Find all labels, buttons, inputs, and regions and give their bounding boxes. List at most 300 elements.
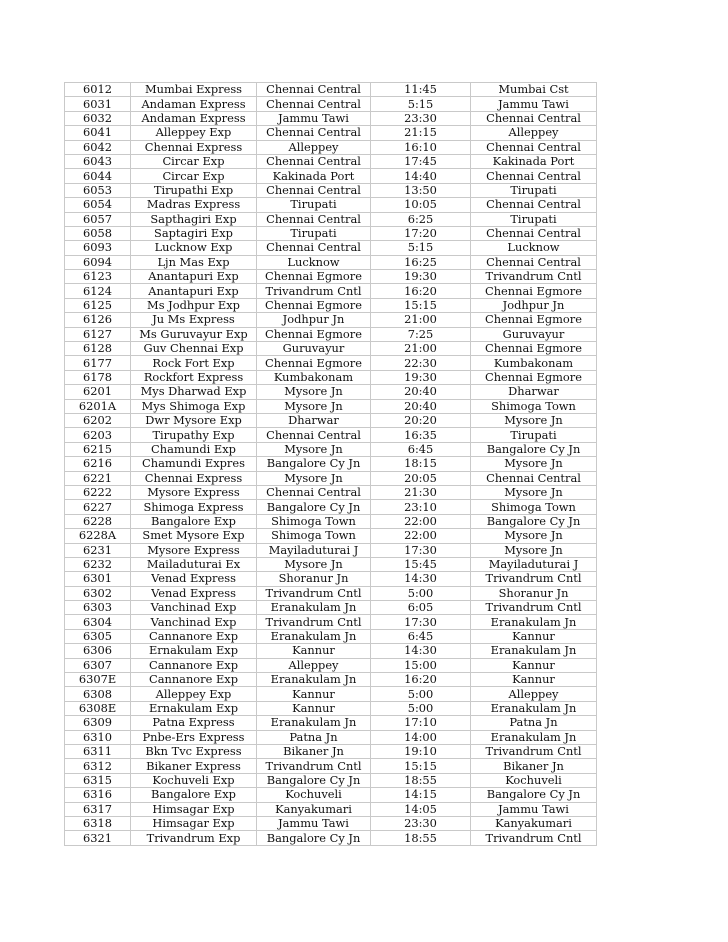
train-name: Tirupathi Exp [131,183,257,197]
destination-station: Tirupati [471,183,597,197]
train-number: 6127 [65,327,131,341]
destination-station: Tirupati [471,212,597,226]
train-name: Tirupathy Exp [131,428,257,442]
source-station: Eranakulam Jn [257,673,371,687]
departure-time: 21:30 [371,485,471,499]
table-row [65,198,597,212]
destination-station: Chennai Central [471,169,597,183]
table-row [65,413,597,427]
source-station: Trivandrum Cntl [257,759,371,773]
table-row [65,342,597,356]
train-number: 6044 [65,169,131,183]
departure-time: 16:20 [371,284,471,298]
train-name: Guv Chennai Exp [131,342,257,356]
table-row [65,255,597,269]
train-name: Chamundi Exp [131,442,257,456]
departure-time: 5:00 [371,687,471,701]
source-station: Tirupati [257,226,371,240]
table-row [65,183,597,197]
train-name: Alleppey Exp [131,126,257,140]
source-station: Chennai Central [257,485,371,499]
train-name: Saptagiri Exp [131,226,257,240]
source-station: Dharwar [257,413,371,427]
train-name: Bangalore Exp [131,788,257,802]
destination-station: Chennai Central [471,198,597,212]
train-name: Andaman Express [131,111,257,125]
destination-station: Bangalore Cy Jn [471,442,597,456]
departure-time: 5:15 [371,97,471,111]
train-number: 6228A [65,529,131,543]
departure-time: 20:40 [371,385,471,399]
table-row [65,730,597,744]
source-station: Kannur [257,644,371,658]
departure-time: 22:00 [371,514,471,528]
train-number: 6306 [65,644,131,658]
departure-time: 5:15 [371,241,471,255]
destination-station: Chennai Egmore [471,342,597,356]
destination-station: Chennai Central [471,111,597,125]
train-number: 6310 [65,730,131,744]
table-row [65,557,597,571]
table-row [65,83,597,97]
source-station: Patna Jn [257,730,371,744]
source-station: Chennai Central [257,83,371,97]
destination-station: Mysore Jn [471,413,597,427]
train-name: Venad Express [131,572,257,586]
destination-station: Mysore Jn [471,457,597,471]
source-station: Mysore Jn [257,471,371,485]
table-row [65,356,597,370]
train-number: 6126 [65,313,131,327]
departure-time: 17:45 [371,154,471,168]
source-station: Bangalore Cy Jn [257,831,371,845]
table-row [65,831,597,845]
table-row [65,529,597,543]
departure-time: 17:20 [371,226,471,240]
train-number: 6307E [65,673,131,687]
train-number: 6216 [65,457,131,471]
train-number: 6057 [65,212,131,226]
destination-station: Shimoga Town [471,500,597,514]
departure-time: 13:50 [371,183,471,197]
train-number: 6094 [65,255,131,269]
train-name: Cannanore Exp [131,658,257,672]
train-number: 6302 [65,586,131,600]
departure-time: 15:00 [371,658,471,672]
train-name: Sapthagiri Exp [131,212,257,226]
train-timetable [64,82,597,846]
departure-time: 5:00 [371,701,471,715]
destination-station: Jammu Tawi [471,97,597,111]
destination-station: Kannur [471,629,597,643]
train-number: 6318 [65,816,131,830]
train-name: Ms Jodhpur Exp [131,298,257,312]
departure-time: 5:00 [371,586,471,600]
train-number: 6221 [65,471,131,485]
destination-station: Trivandrum Cntl [471,601,597,615]
train-name: Ju Ms Express [131,313,257,327]
departure-time: 20:05 [371,471,471,485]
source-station: Mysore Jn [257,399,371,413]
destination-station: Bangalore Cy Jn [471,514,597,528]
departure-time: 7:25 [371,327,471,341]
train-number: 6031 [65,97,131,111]
departure-time: 6:45 [371,442,471,456]
source-station: Trivandrum Cntl [257,615,371,629]
table-row [65,773,597,787]
departure-time: 15:15 [371,759,471,773]
train-name: Vanchinad Exp [131,615,257,629]
table-row [65,744,597,758]
train-number: 6321 [65,831,131,845]
train-number: 6058 [65,226,131,240]
train-number: 6315 [65,773,131,787]
train-number: 6215 [65,442,131,456]
train-number: 6317 [65,802,131,816]
table-row [65,716,597,730]
source-station: Chennai Egmore [257,270,371,284]
source-station: Mysore Jn [257,385,371,399]
table-row [65,428,597,442]
train-number: 6041 [65,126,131,140]
train-number: 6231 [65,543,131,557]
train-name: Mysore Express [131,485,257,499]
table-row [65,802,597,816]
train-number: 6201A [65,399,131,413]
source-station: Jammu Tawi [257,111,371,125]
departure-time: 16:35 [371,428,471,442]
source-station: Trivandrum Cntl [257,586,371,600]
train-name: Ernakulam Exp [131,701,257,715]
table-row [65,658,597,672]
source-station: Jammu Tawi [257,816,371,830]
train-name: Mys Dharwad Exp [131,385,257,399]
train-number: 6203 [65,428,131,442]
train-name: Dwr Mysore Exp [131,413,257,427]
destination-station: Dharwar [471,385,597,399]
destination-station: Mysore Jn [471,485,597,499]
destination-station: Kannur [471,658,597,672]
train-name: Pnbe-Ers Express [131,730,257,744]
departure-time: 17:10 [371,716,471,730]
table-row [65,500,597,514]
destination-station: Chennai Central [471,471,597,485]
train-number: 6202 [65,413,131,427]
source-station: Chennai Central [257,212,371,226]
departure-time: 19:10 [371,744,471,758]
table-row [65,543,597,557]
train-number: 6301 [65,572,131,586]
train-number: 6128 [65,342,131,356]
table-row [65,270,597,284]
destination-station: Shoranur Jn [471,586,597,600]
departure-time: 21:15 [371,126,471,140]
destination-station: Shimoga Town [471,399,597,413]
train-name: Alleppey Exp [131,687,257,701]
train-number: 6124 [65,284,131,298]
train-number: 6232 [65,557,131,571]
table-row [65,471,597,485]
source-station: Kannur [257,687,371,701]
table-row [65,629,597,643]
departure-time: 15:45 [371,557,471,571]
train-name: Vanchinad Exp [131,601,257,615]
destination-station: Chennai Egmore [471,370,597,384]
table-row [65,457,597,471]
destination-station: Kannur [471,673,597,687]
table-row [65,615,597,629]
train-name: Chennai Express [131,471,257,485]
train-number: 6177 [65,356,131,370]
source-station: Kannur [257,701,371,715]
table-row [65,298,597,312]
destination-station: Lucknow [471,241,597,255]
table-row [65,514,597,528]
destination-station: Chennai Egmore [471,284,597,298]
destination-station: Trivandrum Cntl [471,270,597,284]
departure-time: 16:25 [371,255,471,269]
departure-time: 22:00 [371,529,471,543]
source-station: Chennai Central [257,126,371,140]
table-row [65,759,597,773]
source-station: Shimoga Town [257,514,371,528]
train-name: Circar Exp [131,154,257,168]
source-station: Kochuveli [257,788,371,802]
departure-time: 18:55 [371,773,471,787]
departure-time: 10:05 [371,198,471,212]
destination-station: Eranakulam Jn [471,701,597,715]
train-name: Cannanore Exp [131,673,257,687]
train-number: 6305 [65,629,131,643]
departure-time: 6:05 [371,601,471,615]
destination-station: Kochuveli [471,773,597,787]
departure-time: 16:20 [371,673,471,687]
departure-time: 18:15 [371,457,471,471]
train-number: 6227 [65,500,131,514]
departure-time: 23:10 [371,500,471,514]
departure-time: 22:30 [371,356,471,370]
train-name: Bkn Tvc Express [131,744,257,758]
train-number: 6042 [65,140,131,154]
destination-station: Trivandrum Cntl [471,831,597,845]
departure-time: 14:30 [371,644,471,658]
train-name: Smet Mysore Exp [131,529,257,543]
departure-time: 19:30 [371,370,471,384]
source-station: Bangalore Cy Jn [257,773,371,787]
train-name: Trivandrum Exp [131,831,257,845]
destination-station: Patna Jn [471,716,597,730]
source-station: Chennai Central [257,97,371,111]
train-number: 6054 [65,198,131,212]
destination-station: Eranakulam Jn [471,615,597,629]
source-station: Chennai Central [257,241,371,255]
source-station: Alleppey [257,140,371,154]
destination-station: Eranakulam Jn [471,730,597,744]
source-station: Chennai Egmore [257,356,371,370]
train-number: 6311 [65,744,131,758]
source-station: Shoranur Jn [257,572,371,586]
table-row [65,816,597,830]
train-name: Mys Shimoga Exp [131,399,257,413]
destination-station: Kakinada Port [471,154,597,168]
train-name: Himsagar Exp [131,802,257,816]
source-station: Tirupati [257,198,371,212]
destination-station: Alleppey [471,126,597,140]
departure-time: 14:00 [371,730,471,744]
train-number: 6307 [65,658,131,672]
departure-time: 6:25 [371,212,471,226]
departure-time: 17:30 [371,615,471,629]
train-number: 6308 [65,687,131,701]
train-number: 6309 [65,716,131,730]
departure-time: 17:30 [371,543,471,557]
source-station: Chennai Egmore [257,327,371,341]
table-row [65,284,597,298]
train-number: 6303 [65,601,131,615]
train-number: 6308E [65,701,131,715]
train-number: 6201 [65,385,131,399]
destination-station: Chennai Egmore [471,313,597,327]
train-name: Kochuveli Exp [131,773,257,787]
destination-station: Trivandrum Cntl [471,744,597,758]
train-name: Lucknow Exp [131,241,257,255]
train-name: Anantapuri Exp [131,284,257,298]
train-name: Patna Express [131,716,257,730]
train-name: Circar Exp [131,169,257,183]
departure-time: 6:45 [371,629,471,643]
departure-time: 11:45 [371,83,471,97]
train-name: Mysore Express [131,543,257,557]
train-name: Venad Express [131,586,257,600]
train-number: 6228 [65,514,131,528]
destination-station: Chennai Central [471,226,597,240]
train-name: Mailaduturai Ex [131,557,257,571]
destination-station: Mumbai Cst [471,83,597,97]
source-station: Alleppey [257,658,371,672]
departure-time: 18:55 [371,831,471,845]
train-name: Chamundi Expres [131,457,257,471]
table-row [65,399,597,413]
train-name: Anantapuri Exp [131,270,257,284]
table-row [65,126,597,140]
source-station: Bikaner Jn [257,744,371,758]
table-row [65,385,597,399]
train-number: 6304 [65,615,131,629]
destination-station: Kumbakonam [471,356,597,370]
table-row [65,327,597,341]
source-station: Guruvayur [257,342,371,356]
source-station: Chennai Central [257,428,371,442]
destination-station: Bangalore Cy Jn [471,788,597,802]
train-number: 6123 [65,270,131,284]
departure-time: 23:30 [371,816,471,830]
table-row [65,154,597,168]
train-name: Mumbai Express [131,83,257,97]
departure-time: 21:00 [371,313,471,327]
train-name: Bikaner Express [131,759,257,773]
table-row [65,788,597,802]
train-name: Bangalore Exp [131,514,257,528]
destination-station: Mysore Jn [471,529,597,543]
departure-time: 14:05 [371,802,471,816]
table-row [65,673,597,687]
train-name: Cannanore Exp [131,629,257,643]
train-name: Shimoga Express [131,500,257,514]
destination-station: Eranakulam Jn [471,644,597,658]
train-number: 6012 [65,83,131,97]
table-row [65,586,597,600]
table-row [65,169,597,183]
source-station: Chennai Egmore [257,298,371,312]
table-row [65,485,597,499]
train-number: 6043 [65,154,131,168]
destination-station: Jammu Tawi [471,802,597,816]
departure-time: 14:40 [371,169,471,183]
source-station: Kanyakumari [257,802,371,816]
departure-time: 14:30 [371,572,471,586]
source-station: Chennai Central [257,154,371,168]
train-name: Chennai Express [131,140,257,154]
train-number: 6312 [65,759,131,773]
departure-time: 20:40 [371,399,471,413]
train-name: Andaman Express [131,97,257,111]
table-row [65,687,597,701]
table-row [65,442,597,456]
destination-station: Jodhpur Jn [471,298,597,312]
destination-station: Guruvayur [471,327,597,341]
destination-station: Alleppey [471,687,597,701]
destination-station: Chennai Central [471,140,597,154]
train-number: 6032 [65,111,131,125]
train-name: Himsagar Exp [131,816,257,830]
train-number: 6125 [65,298,131,312]
source-station: Chennai Central [257,183,371,197]
source-station: Eranakulam Jn [257,601,371,615]
departure-time: 15:15 [371,298,471,312]
departure-time: 21:00 [371,342,471,356]
departure-time: 23:30 [371,111,471,125]
source-station: Eranakulam Jn [257,716,371,730]
source-station: Eranakulam Jn [257,629,371,643]
destination-station: Tirupati [471,428,597,442]
source-station: Lucknow [257,255,371,269]
destination-station: Trivandrum Cntl [471,572,597,586]
table-row [65,241,597,255]
train-number: 6222 [65,485,131,499]
table-row [65,601,597,615]
train-name: Rockfort Express [131,370,257,384]
table-row [65,140,597,154]
destination-station: Mysore Jn [471,543,597,557]
table-row [65,572,597,586]
table-row [65,212,597,226]
source-station: Jodhpur Jn [257,313,371,327]
table-row [65,226,597,240]
table-row [65,111,597,125]
source-station: Kakinada Port [257,169,371,183]
source-station: Bangalore Cy Jn [257,500,371,514]
table-row [65,701,597,715]
departure-time: 19:30 [371,270,471,284]
train-number: 6316 [65,788,131,802]
source-station: Shimoga Town [257,529,371,543]
source-station: Mysore Jn [257,442,371,456]
destination-station: Mayiladuturai J [471,557,597,571]
source-station: Kumbakonam [257,370,371,384]
destination-station: Bikaner Jn [471,759,597,773]
departure-time: 14:15 [371,788,471,802]
train-name: Rock Fort Exp [131,356,257,370]
